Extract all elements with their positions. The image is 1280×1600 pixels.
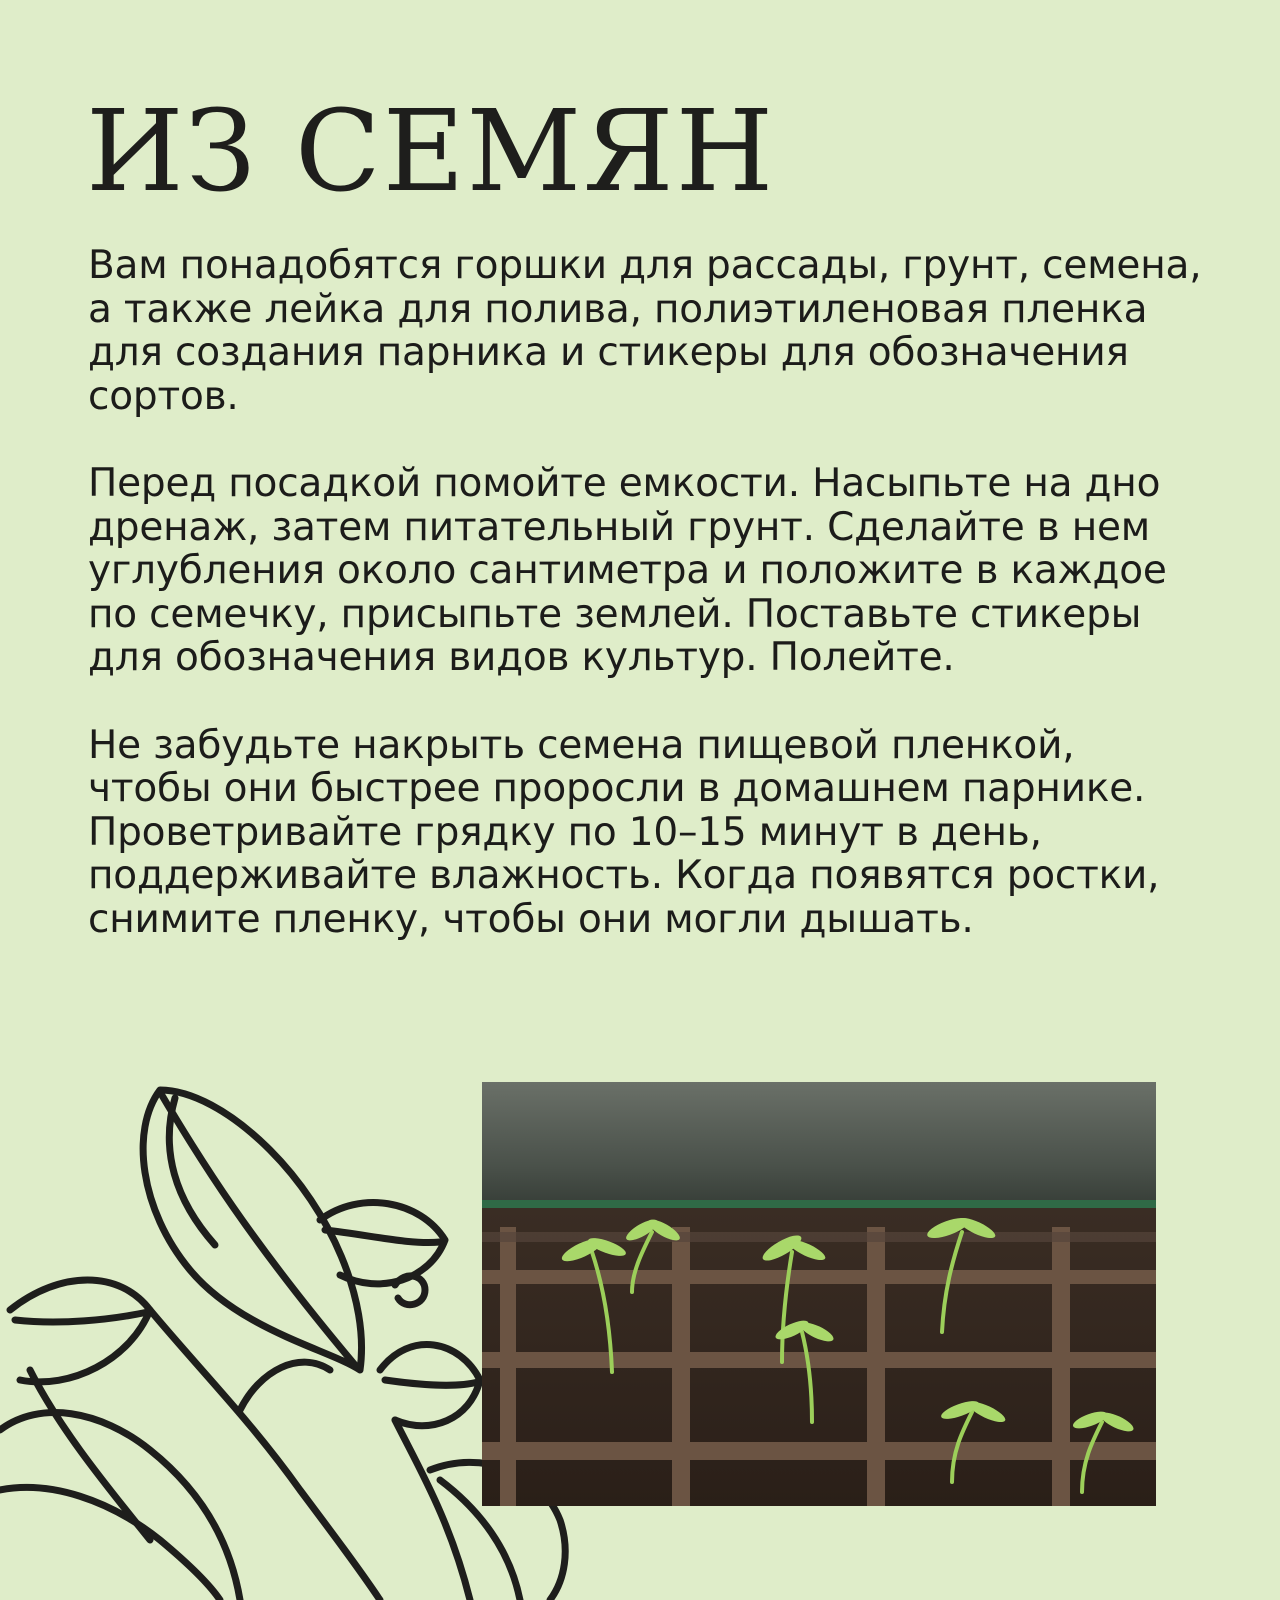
- seedlings-photo: [482, 1082, 1156, 1506]
- body-text: [88, 244, 1208, 985]
- paragraph-materials: Вам понадобятся горшки для рассады, грунт, семена, а также лейка для полива, полиэтиленовая пленка для создания парника и стикеры для обозначения сортов.: [88, 243, 1202, 419]
- seedlings-image: [482, 1082, 1156, 1506]
- paragraph-care: Не забудьте накрыть семена пищевой пленкой, чтобы они быстрее проросли в домашнем парнике. Проветривайте грядку по 10–15 минут в день, поддерживайте влажность. Когда появятся ростки, снимите пленку, чтобы они могли дышать.: [88, 722, 1160, 942]
- paragraph-planting: Перед посадкой помойте емкости. Насыпьте на дно дренаж, затем питательный грунт. Сделайте в нем углубления около сантиметра и положите в каждое по семечку, присыпьте землей. Поставьте стикеры для обозначения видов культур. Полейте.: [88, 461, 1167, 680]
- page-title: ИЗ СЕМЯН: [86, 87, 776, 217]
